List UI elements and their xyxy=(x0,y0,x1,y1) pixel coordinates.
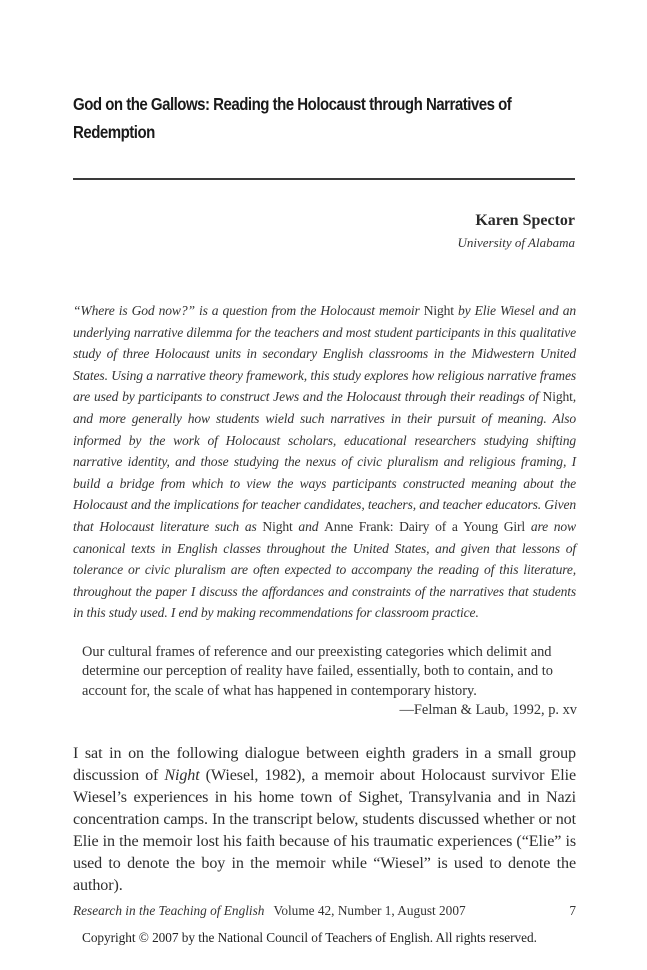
page-number: 7 xyxy=(569,903,576,918)
abstract-segment: , and more generally how students wield such narratives in their pursuit of meaning. Also informed by the work of Holocaust scholars, educational researchers studying shifting narrative identity, and those studying the nexus of civic pluralism and religious framing, I build a bridge from which to view the ways participants constructed meaning about the Holocaust and the implications for teacher candidates, teachers, and teacher educators. Given that Holocaust literature such as xyxy=(73,389,576,534)
page-footer xyxy=(73,902,576,920)
abstract-title-night: Night xyxy=(542,389,573,405)
abstract-segment: are now canonical texts in English classes throughout the United States, and given that lessons of tolerance or civic pluralism are often expected to accompany the reading of this literature, throughout the paper I discuss the affordances and constraints of the narratives that students in this study used. I end by making recommendations for classroom practice. xyxy=(73,518,576,621)
body-paragraph xyxy=(73,743,576,897)
title-divider xyxy=(73,178,575,180)
body-segment: (Wiesel, 1982), a memoir about Holocaust survivor Elie Wiesel’s experiences in his home town of Sighet, Transylvania and in Nazi concentration camps. In the transcript below, students discussed whether or not Elie in the memoir lost his faith because of his traumatic experiences (“Elie” is used to denote the boy in the memoir while “Wiesel” is used to denote the author). xyxy=(73,767,576,894)
abstract-segment: and xyxy=(292,518,325,534)
copyright-notice: Copyright © 2007 by the National Council of Teachers of English. All rights reserved. xyxy=(82,930,537,945)
article-title-line-2: Redemption xyxy=(73,122,155,142)
author-affiliation: University of Alabama xyxy=(457,235,575,250)
article-title-line-1: God on the Gallows: Reading the Holocaust through Narratives of xyxy=(73,94,512,114)
abstract-segment: by Elie Wiesel and an underlying narrative dilemma for the teachers and most student participants in this qualitative study of three Holocaust units in secondary English classrooms in the Midwestern United States. Using a narrative theory framework, this study explores how religious narrative frames are used by participants to construct Jews and the Holocaust through their readings of xyxy=(73,303,576,405)
abstract-title-anne-frank: Anne Frank: Dairy of a Young Girl xyxy=(324,518,526,534)
epigraph xyxy=(82,643,577,721)
footer-volume-info: Volume 42, Number 1, August 2007 xyxy=(273,903,466,918)
author-name: Karen Spector xyxy=(475,212,575,229)
body-segment: I sat in on the following dialogue between eighth graders in a small group discussion of xyxy=(73,745,576,784)
epigraph-citation: —Felman & Laub, 1992, p. xv xyxy=(399,702,577,719)
article-title xyxy=(73,90,582,146)
author-block xyxy=(458,210,575,253)
footer-journal-name: Research in the Teaching of English xyxy=(73,903,265,918)
epigraph-quote: Our cultural frames of reference and our preexisting categories which delimit and determine our perception of reality have failed, essentially, both to contain, and to account for, the scale of what has happened in contemporary history. xyxy=(82,644,553,699)
abstract-segment: “Where is God now?” is a question from the Holocaust memoir xyxy=(73,303,424,318)
abstract xyxy=(73,300,576,624)
abstract-title-night: Night xyxy=(262,518,293,534)
body-title-night: Night xyxy=(164,767,200,784)
abstract-title-night: Night xyxy=(423,303,454,318)
